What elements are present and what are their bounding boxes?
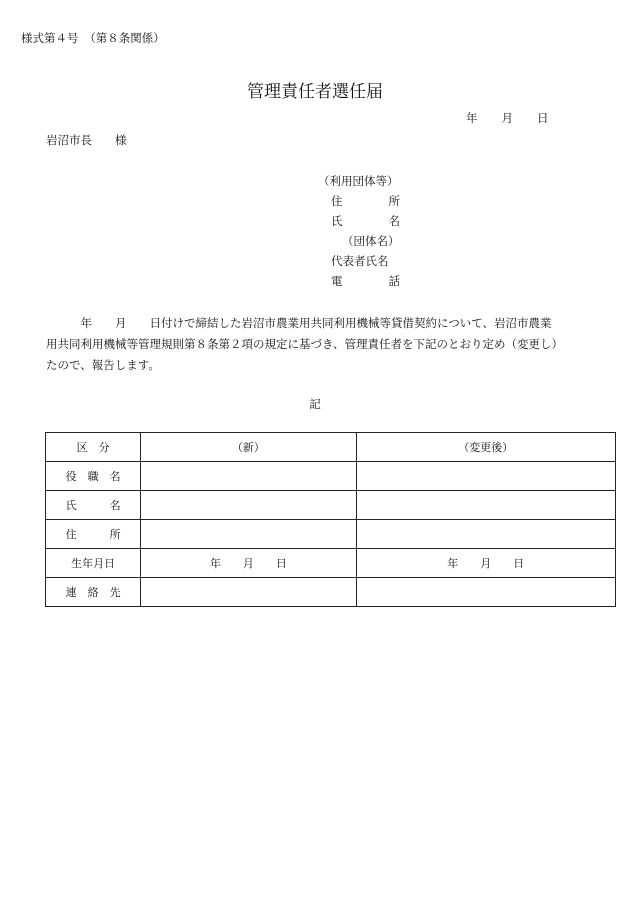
address-new-cell[interactable] <box>141 520 356 549</box>
header-new: （新） <box>141 433 356 462</box>
table-row <box>46 578 616 607</box>
name-label: 氏 名 <box>331 214 400 228</box>
table-header-row <box>46 433 616 462</box>
group-name-label: （団体名） <box>342 234 400 248</box>
name-changed-cell[interactable] <box>356 491 615 520</box>
table-row <box>46 462 616 491</box>
applicant-section-label: （利用団体等） <box>318 174 399 188</box>
date-month: 月 <box>501 111 513 125</box>
row-label-address: 住 所 <box>46 520 141 549</box>
address-label: 住 所 <box>331 194 400 208</box>
row-label-position: 役 職 名 <box>46 462 141 491</box>
contact-new-cell[interactable] <box>141 578 356 607</box>
birthdate-changed-cell[interactable]: 年 月 日 <box>356 549 615 578</box>
row-label-name: 氏 名 <box>46 491 141 520</box>
date-year: 年 <box>466 111 478 125</box>
row-label-birthdate: 生年月日 <box>46 549 141 578</box>
header-category: 区 分 <box>46 433 141 462</box>
ki-heading: 記 <box>309 397 321 411</box>
submission-date <box>466 110 549 126</box>
contact-changed-cell[interactable] <box>356 578 615 607</box>
header-changed: （変更後） <box>356 433 615 462</box>
representative-label: 代表者氏名 <box>331 254 389 268</box>
phone-label: 電 話 <box>331 274 400 288</box>
date-day: 日 <box>537 111 549 125</box>
table-row <box>46 549 616 578</box>
body-line-1: 年 月 日付けで締結した岩沼市農業用共同利用機械等貸借契約について、岩沼市農業 <box>46 316 552 330</box>
name-new-cell[interactable] <box>141 491 356 520</box>
body-line-2: 用共同利用機械等管理規則第８条第２項の規定に基づき、管理責任者を下記のとおり定め（変更し） <box>46 337 564 351</box>
body-line-3: たので、報告します。 <box>46 358 160 372</box>
responsible-person-table <box>45 432 616 607</box>
position-new-cell[interactable] <box>141 462 356 491</box>
form-number: 様式第４号 （第８条関係） <box>21 31 165 45</box>
row-label-contact: 連 絡 先 <box>46 578 141 607</box>
table-row <box>46 520 616 549</box>
document-title: 管理責任者選任届 <box>247 82 383 102</box>
address-changed-cell[interactable] <box>356 520 615 549</box>
position-changed-cell[interactable] <box>356 462 615 491</box>
addressee: 岩沼市長 様 <box>46 133 127 147</box>
birthdate-new-cell[interactable]: 年 月 日 <box>141 549 356 578</box>
table-row <box>46 491 616 520</box>
body-paragraph <box>46 313 606 376</box>
